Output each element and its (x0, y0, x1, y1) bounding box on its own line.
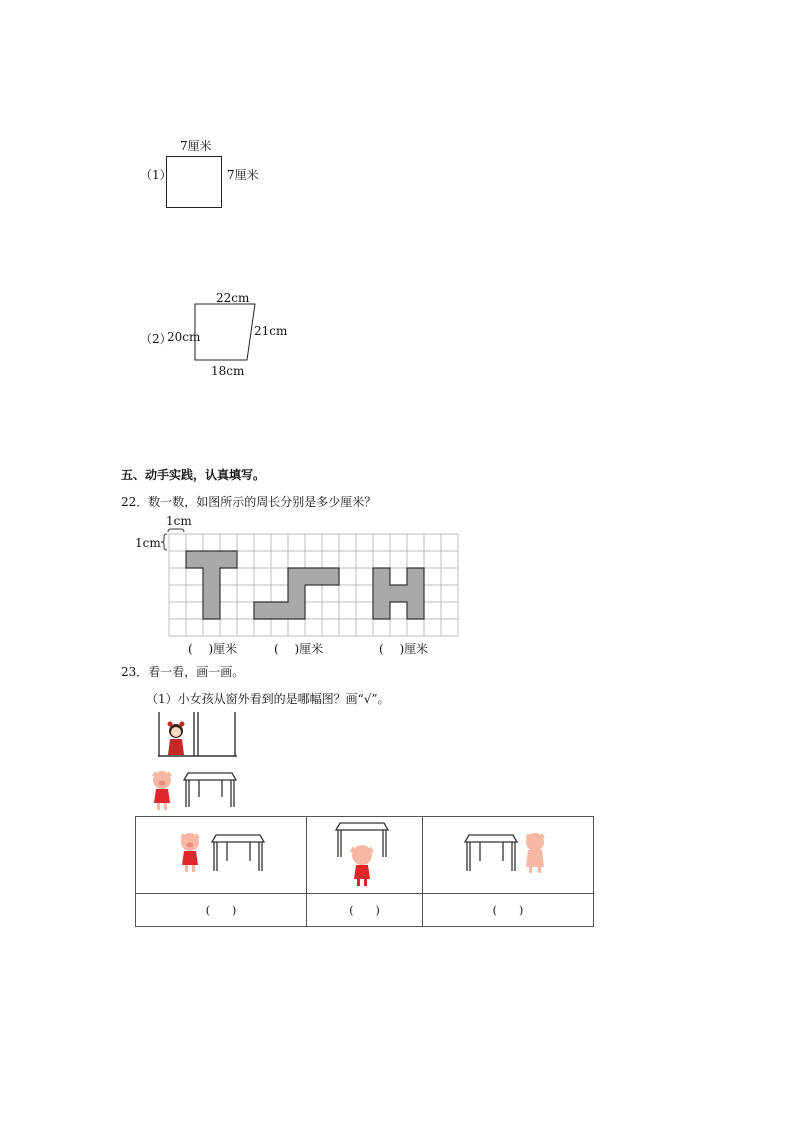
choice-blank-2[interactable]: ( ) (307, 894, 423, 927)
choice-blank-1[interactable]: ( ) (136, 894, 307, 927)
q22-blank-3[interactable]: ( )厘米 (379, 642, 429, 656)
z-shape (254, 568, 339, 619)
choice-picture-1 (136, 817, 307, 894)
figure2-right-label: 21cm (254, 324, 288, 338)
table-icon (465, 835, 517, 871)
figure2-left-label: 20cm (167, 330, 201, 344)
section-5-heading: 五、动手实践，认真填写。 (121, 468, 266, 482)
choice-picture-3 (422, 817, 593, 894)
figure2-index: （2） (140, 332, 172, 346)
pig-and-table-reference (148, 767, 238, 813)
square-shape (166, 156, 222, 208)
h-shape (373, 568, 424, 619)
pig-back-icon (350, 845, 374, 886)
figure1-top-label: 7厘米 (180, 139, 212, 153)
figure1-right-label: 7厘米 (227, 168, 259, 182)
q22-unit-horizontal: 1cm (166, 514, 192, 528)
window-with-girl (158, 712, 238, 758)
pig-icon (180, 833, 200, 872)
pig-icon (152, 771, 172, 810)
table-icon (184, 773, 236, 807)
choice-blank-3[interactable]: ( ) (422, 894, 593, 927)
choice-picture-2 (307, 817, 423, 894)
q23-choice-table (135, 816, 594, 927)
q22-blank-1[interactable]: ( )厘米 (188, 642, 238, 656)
q23-text: 23．看一看，画一画。 (121, 665, 245, 679)
q22-unit-vertical: 1cm (135, 536, 161, 550)
trapezoid-shape (194, 303, 258, 361)
q23-sub1-text: （1）小女孩从窗外看到的是哪幅图？画“√”。 (146, 692, 390, 706)
pig-back-icon (525, 833, 545, 873)
q22-text: 22．数一数，如图所示的周长分别是多少厘米？ (121, 495, 377, 509)
q22-grid-figure (160, 526, 466, 642)
q22-blank-2[interactable]: ( )厘米 (274, 642, 324, 656)
figure1-index: （1） (140, 168, 172, 182)
figure2-bottom-label: 18cm (211, 364, 245, 378)
figure2-top-label: 22cm (216, 291, 250, 305)
table-icon (212, 835, 264, 871)
